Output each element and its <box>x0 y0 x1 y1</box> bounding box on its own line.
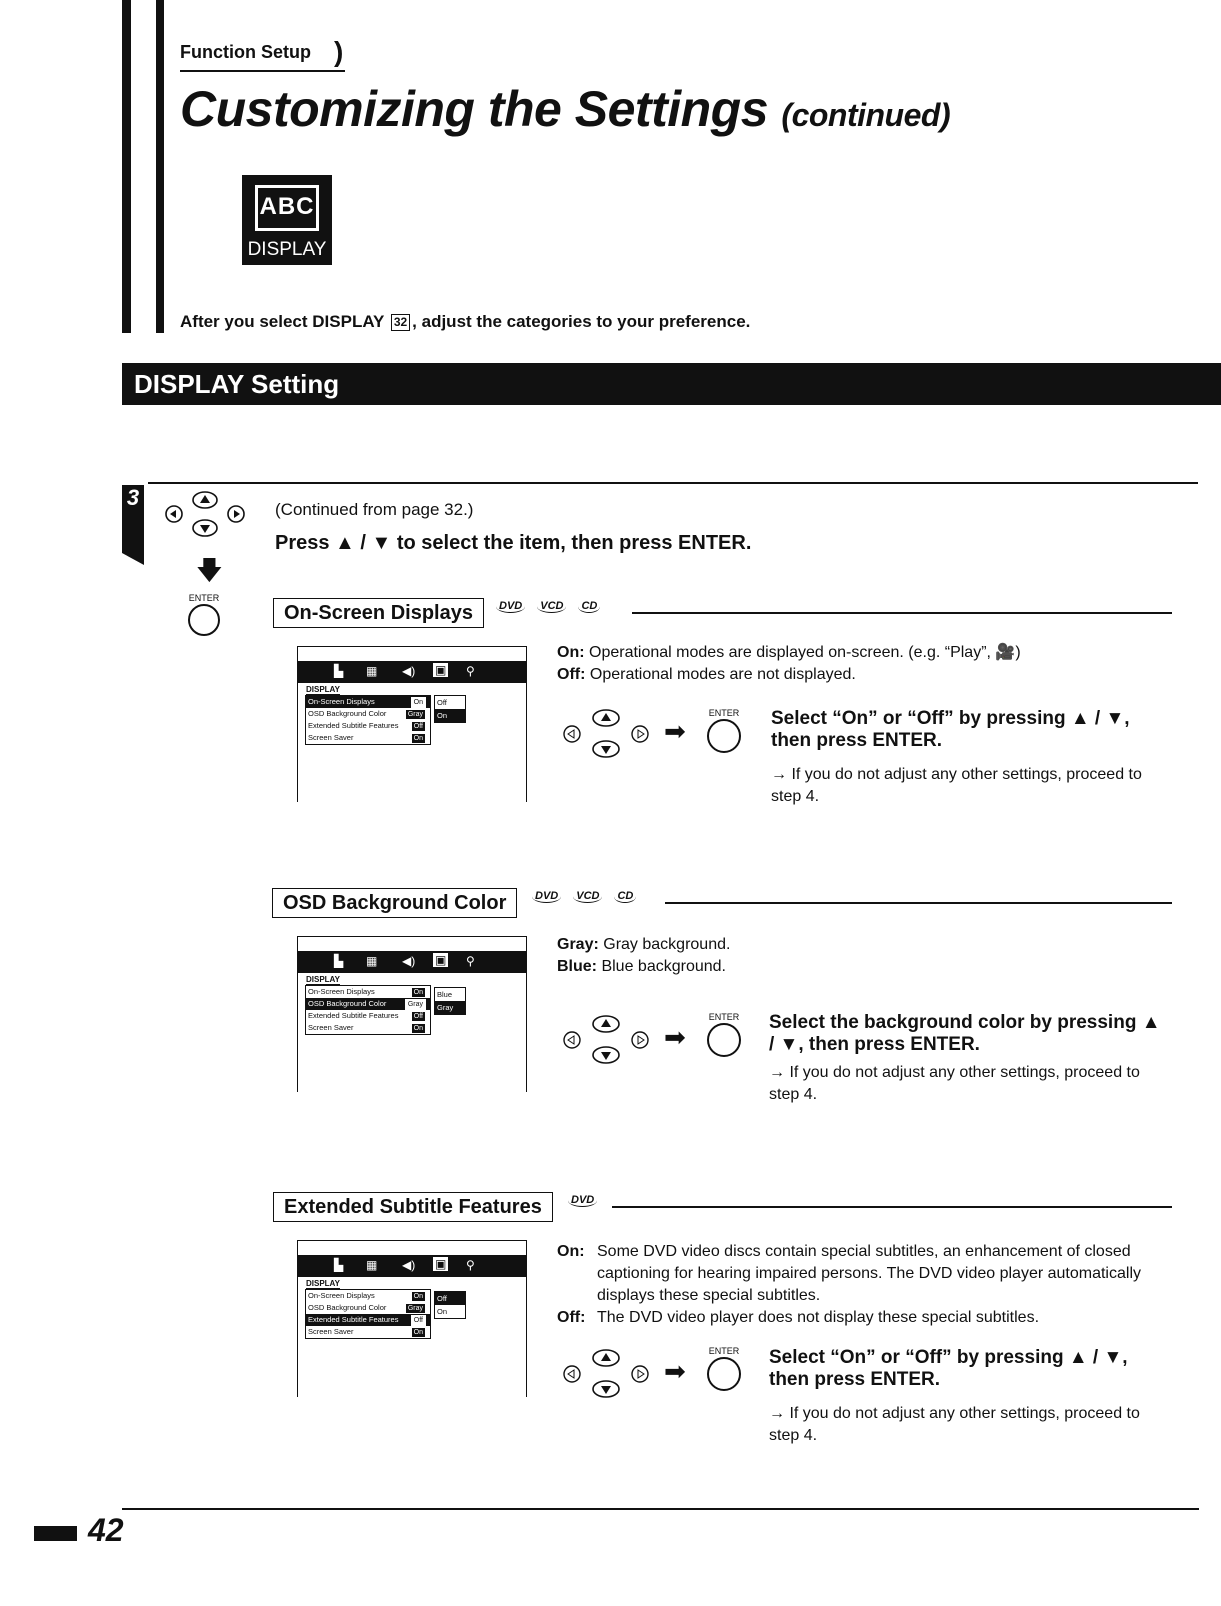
osd-tab-icon: ▣ <box>432 1256 449 1272</box>
osd-option: On <box>437 1307 448 1316</box>
osd-options <box>434 695 466 723</box>
osd-row-value: On <box>411 697 426 708</box>
option-descriptions <box>557 1241 1169 1329</box>
osd-row-label: Screen Saver <box>308 733 354 742</box>
option-text: Some DVD video discs contain special subtitles, an enhancement of closed captioning for hearing impaired persons. The DVD video player automatically displays these special subtitles. <box>597 1243 1141 1304</box>
osd-row-value: Off <box>411 1315 426 1326</box>
osd-row <box>306 1302 430 1314</box>
osd-options <box>434 987 466 1015</box>
enter-button-icon <box>706 708 742 753</box>
enter-label: ENTER <box>188 593 220 603</box>
osd-options <box>434 1291 466 1319</box>
osd-tab-icon: ⚲ <box>466 664 475 678</box>
option-text: Operational modes are displayed on-screen. (e.g. “Play”, 🎥) <box>589 644 1021 661</box>
page-number-bar <box>34 1526 77 1541</box>
cursor-pad-icon <box>560 1346 652 1402</box>
right-arrow-icon: ➡ <box>664 1022 686 1052</box>
option-descriptions <box>557 934 1157 978</box>
osd-tab-icon: ▙ <box>334 1258 344 1272</box>
osd-tab-icon: ▦ <box>366 954 378 968</box>
option-row <box>557 642 1157 664</box>
page-number: 42 <box>88 1512 124 1548</box>
osd-row <box>306 708 430 720</box>
left-bar-2 <box>156 0 164 333</box>
section-rule <box>612 1206 1172 1208</box>
cd-logo-icon: CD <box>578 600 600 613</box>
osd-option: Blue <box>437 990 453 999</box>
step-instruction: Press ▲ / ▼ to select the item, then press ENTER. <box>275 532 752 554</box>
kicker: Function Setup <box>180 42 311 62</box>
disc-logos <box>532 890 648 903</box>
osd-row-label: Screen Saver <box>308 1023 354 1032</box>
enter-label: ENTER <box>708 708 740 718</box>
proceed-note: → If you do not adjust any other settings, proceed to step 4. <box>769 1405 1140 1444</box>
osd-row <box>306 732 430 744</box>
osd-row-value: On <box>411 1327 426 1338</box>
osd-row <box>306 1314 430 1326</box>
display-icon-screen: ABC <box>255 185 319 231</box>
osd-row <box>306 720 430 732</box>
osd-row-value: Off <box>411 721 426 732</box>
cursor-pad-icon <box>560 1012 652 1068</box>
osd-row <box>306 1290 430 1302</box>
osd-menu <box>305 985 431 1035</box>
category-osd-background-color: OSD Background Color <box>272 888 517 918</box>
osd-tab-name: DISPLAY <box>306 1279 340 1288</box>
kicker-paren: ) <box>334 36 344 67</box>
dvd-logo-icon: DVD <box>568 1194 597 1207</box>
osd-row-label: On-Screen Displays <box>308 987 375 996</box>
down-arrow-icon: 🡇 <box>196 555 223 585</box>
osd-tab-bar <box>298 951 526 973</box>
osd-menu <box>305 695 431 745</box>
osd-tab-icon: ⚲ <box>466 1258 475 1272</box>
osd-tab-icon: ◀) <box>402 954 416 968</box>
option-text: Operational modes are not displayed. <box>589 666 856 683</box>
osd-row-label: Extended Subtitle Features <box>308 721 399 730</box>
option-key: On: <box>557 644 585 661</box>
osd-tab-icon: ▦ <box>366 664 378 678</box>
enter-button-icon <box>188 593 220 636</box>
section-title: DISPLAY Setting <box>122 363 1221 405</box>
osd-option: Gray <box>435 1001 465 1014</box>
enter-label: ENTER <box>708 1346 740 1356</box>
select-instruction: Select “On” or “Off” by pressing ▲ / ▼, then press ENTER. <box>771 708 1130 751</box>
vcd-logo-icon: VCD <box>573 890 602 903</box>
osd-option: On <box>435 709 465 722</box>
osd-row-label: On-Screen Displays <box>308 1291 375 1300</box>
select-instruction: Select the background color by pressing ▲ / ▼, then press ENTER. <box>769 1012 1161 1055</box>
osd-screenshot <box>297 936 527 1092</box>
enter-circle <box>707 1023 741 1057</box>
osd-tab-icon: ▣ <box>432 662 449 678</box>
proceed-note: → If you do not adjust any other settings, proceed to step 4. <box>771 766 1142 805</box>
continued-note: (Continued from page 32.) <box>275 500 474 519</box>
osd-tab-name: DISPLAY <box>306 685 340 694</box>
osd-tab-icon: ▣ <box>432 952 449 968</box>
option-text: Blue background. <box>601 958 726 975</box>
page-title-text: Customizing the Settings <box>180 81 768 137</box>
osd-row-value: On <box>411 733 426 744</box>
option-key: Off: <box>557 666 586 683</box>
osd-tab-name: DISPLAY <box>306 975 340 984</box>
dvd-logo-icon: DVD <box>532 890 561 903</box>
option-text: The DVD video player does not display these special subtitles. <box>597 1309 1040 1326</box>
vcd-logo-icon: VCD <box>537 600 566 613</box>
footer-rule <box>122 1508 1199 1510</box>
osd-screenshot <box>297 646 527 802</box>
cursor-pad-icon <box>160 490 250 540</box>
step-top-rule <box>148 482 1198 484</box>
option-row <box>557 1307 1169 1329</box>
disc-logos <box>568 1194 609 1207</box>
left-bar-1 <box>122 0 131 333</box>
page-title-suffix: (continued) <box>781 97 951 133</box>
intro-text <box>180 312 750 332</box>
osd-row <box>306 1326 430 1338</box>
osd-option: Off <box>437 698 447 707</box>
osd-menu <box>305 1289 431 1339</box>
osd-row-label: OSD Background Color <box>308 709 387 718</box>
enter-circle <box>188 604 220 636</box>
osd-row <box>306 1010 430 1022</box>
option-row <box>557 1241 1169 1307</box>
osd-tab-icon: ◀) <box>402 664 416 678</box>
osd-row-value: Gray <box>405 1303 426 1314</box>
option-key: Off: <box>557 1309 586 1326</box>
page-ref-badge: 32 <box>391 314 410 331</box>
option-descriptions <box>557 642 1157 686</box>
intro-before: After you select DISPLAY <box>180 312 385 331</box>
osd-row-label: Extended Subtitle Features <box>308 1011 399 1020</box>
cursor-pad-icon <box>560 706 652 762</box>
right-arrow-icon: ➡ <box>664 716 686 746</box>
osd-tab-icon: ▦ <box>366 1258 378 1272</box>
osd-row-label: Extended Subtitle Features <box>308 1315 399 1324</box>
option-row <box>557 934 1157 956</box>
osd-tab-bar <box>298 1255 526 1277</box>
option-key: Blue: <box>557 958 597 975</box>
section-rule <box>665 902 1172 904</box>
step-number: 3 <box>122 485 144 553</box>
osd-row-value: Off <box>411 1011 426 1022</box>
osd-row <box>306 998 430 1010</box>
osd-screenshot <box>297 1240 527 1397</box>
option-text: Gray background. <box>603 936 731 953</box>
enter-label: ENTER <box>708 1012 740 1022</box>
kicker-underline <box>180 70 345 72</box>
osd-row <box>306 1022 430 1034</box>
enter-circle <box>707 719 741 753</box>
osd-row-value: Gray <box>405 999 426 1010</box>
osd-row-value: On <box>411 987 426 998</box>
osd-row-value: On <box>411 1023 426 1034</box>
osd-tab-icon: ▙ <box>334 664 344 678</box>
right-arrow-icon: ➡ <box>664 1356 686 1386</box>
page-title <box>180 80 950 138</box>
osd-row-value: Gray <box>405 709 426 720</box>
osd-row-label: Screen Saver <box>308 1327 354 1336</box>
osd-tab-icon: ⚲ <box>466 954 475 968</box>
option-key: Gray: <box>557 936 599 953</box>
dvd-logo-icon: DVD <box>496 600 525 613</box>
osd-row-label: OSD Background Color <box>308 999 387 1008</box>
option-key: On: <box>557 1243 585 1260</box>
option-row <box>557 956 1157 978</box>
osd-row-value: On <box>411 1291 426 1302</box>
category-on-screen-displays: On-Screen Displays <box>273 598 484 628</box>
display-icon-label: DISPLAY <box>247 239 327 260</box>
osd-tab-icon: ◀) <box>402 1258 416 1272</box>
cd-logo-icon: CD <box>614 890 636 903</box>
osd-row <box>306 696 430 708</box>
osd-row-label: OSD Background Color <box>308 1303 387 1312</box>
intro-after: , adjust the categories to your preference. <box>412 312 751 331</box>
select-instruction: Select “On” or “Off” by pressing ▲ / ▼, then press ENTER. <box>769 1347 1128 1390</box>
display-icon <box>242 175 332 265</box>
enter-button-icon <box>706 1012 742 1057</box>
osd-tab-icon: ▙ <box>334 954 344 968</box>
osd-row <box>306 986 430 998</box>
proceed-note: → If you do not adjust any other settings, proceed to step 4. <box>769 1064 1140 1103</box>
osd-option: Off <box>435 1292 465 1305</box>
osd-tab-bar <box>298 661 526 683</box>
option-row <box>557 664 1157 686</box>
osd-row-label: On-Screen Displays <box>308 697 375 706</box>
enter-button-icon <box>706 1346 742 1391</box>
section-rule <box>632 612 1172 614</box>
enter-circle <box>707 1357 741 1391</box>
disc-logos <box>496 600 612 613</box>
category-extended-subtitle-features: Extended Subtitle Features <box>273 1192 553 1222</box>
